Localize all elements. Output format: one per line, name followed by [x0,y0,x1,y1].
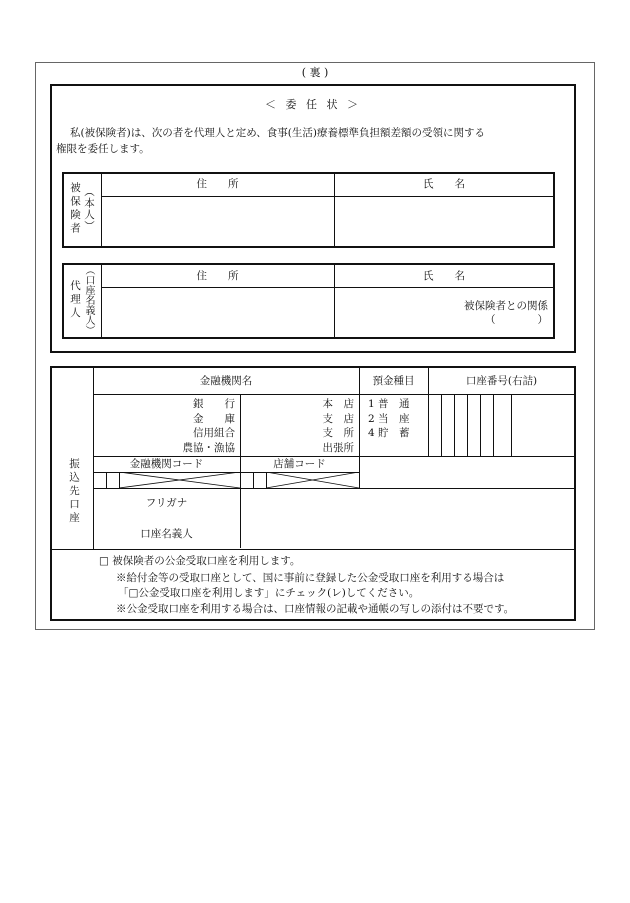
proxy-body-line2: 権限を委任します。 [56,143,150,155]
bank-type-credit-union: 信用組合 [193,427,235,439]
furigana-label: フリガナ [145,497,188,509]
agent-address-header: 住 所 [196,270,239,282]
account-side-label: 振込先口座 [68,458,80,526]
insured-side-label: 被保険者 [69,182,81,236]
bank-type-kinko: 金 庫 [193,412,235,425]
public-account-checkbox[interactable]: □ 被保険者の公金受取口座を利用します。 [99,555,301,567]
bank-code-digit-1[interactable] [94,473,105,487]
branch-type-office: 出張所 [322,441,354,454]
deposit-type-header: 預金種目 [372,375,415,387]
insured-address-field[interactable] [103,198,332,246]
bank-type-list [140,397,235,455]
branch-type-list [280,397,354,455]
agent-side-sub: （口座名義人） [83,265,94,335]
account-holder-field[interactable] [242,490,574,547]
insured-side-sub: （本人） [83,186,95,232]
insured-name-field[interactable] [336,198,553,246]
account-number-header: 口座番号(右詰) [465,375,538,387]
bank-code-digit-2[interactable] [107,473,118,487]
deposit-type-ordinary: 1 普 通 [368,398,410,410]
agent-address-field[interactable] [103,289,332,337]
deposit-type-current: 2 当 座 [368,412,410,425]
insured-name-header: 氏 名 [423,178,465,190]
bank-type-bank: 銀 行 [193,398,235,410]
insured-address-header: 住 所 [196,178,239,190]
relation-label: 被保険者との関係 [464,300,548,312]
branch-code-label: 店舗コード [273,458,326,470]
branch-type-subbranch: 支 所 [322,427,354,439]
bank-code-crossed-cell [119,472,240,488]
agent-name-header: 氏 名 [423,270,465,282]
account-holder-label: 口座名義人 [140,528,193,540]
note1-line1: ※給付金等の受取口座として、国に事前に登録した公金受取口座を利用する場合は [116,572,505,584]
branch-type-main: 本 店 [322,398,354,410]
deposit-type-savings: 4 貯 蓄 [368,427,410,439]
relation-paren: （ ） [485,314,548,326]
agent-side-label: 代理人 [69,280,81,321]
bank-name-header: 金融機関名 [199,375,253,387]
agent-name-field[interactable] [336,289,446,337]
bank-code-label: 金融機関コード [129,458,204,470]
page-side-title: ( 裏 ) [301,66,329,79]
deposit-type-list [368,397,410,441]
proxy-title: ＜ 委 任 状 ＞ [265,98,361,111]
note2: ※公金受取口座を利用する場合は、口座情報の記載や通帳の写しの添付は不要です。 [116,603,515,615]
branch-type-branch: 支 店 [322,412,354,425]
branch-code-digit-2[interactable] [254,473,265,487]
branch-code-digit-1[interactable] [241,473,252,487]
branch-code-crossed-cell [266,472,359,488]
bank-type-agri-fish: 農協・漁協 [182,441,235,454]
proxy-body-line1: 私(被保険者)は、次の者を代理人と定め、食事(生活)療養標準負担額差額の受領に関する [70,127,485,139]
note1-line2: 「□公金受取口座を利用します」にチェック(レ)してください。 [118,587,420,599]
